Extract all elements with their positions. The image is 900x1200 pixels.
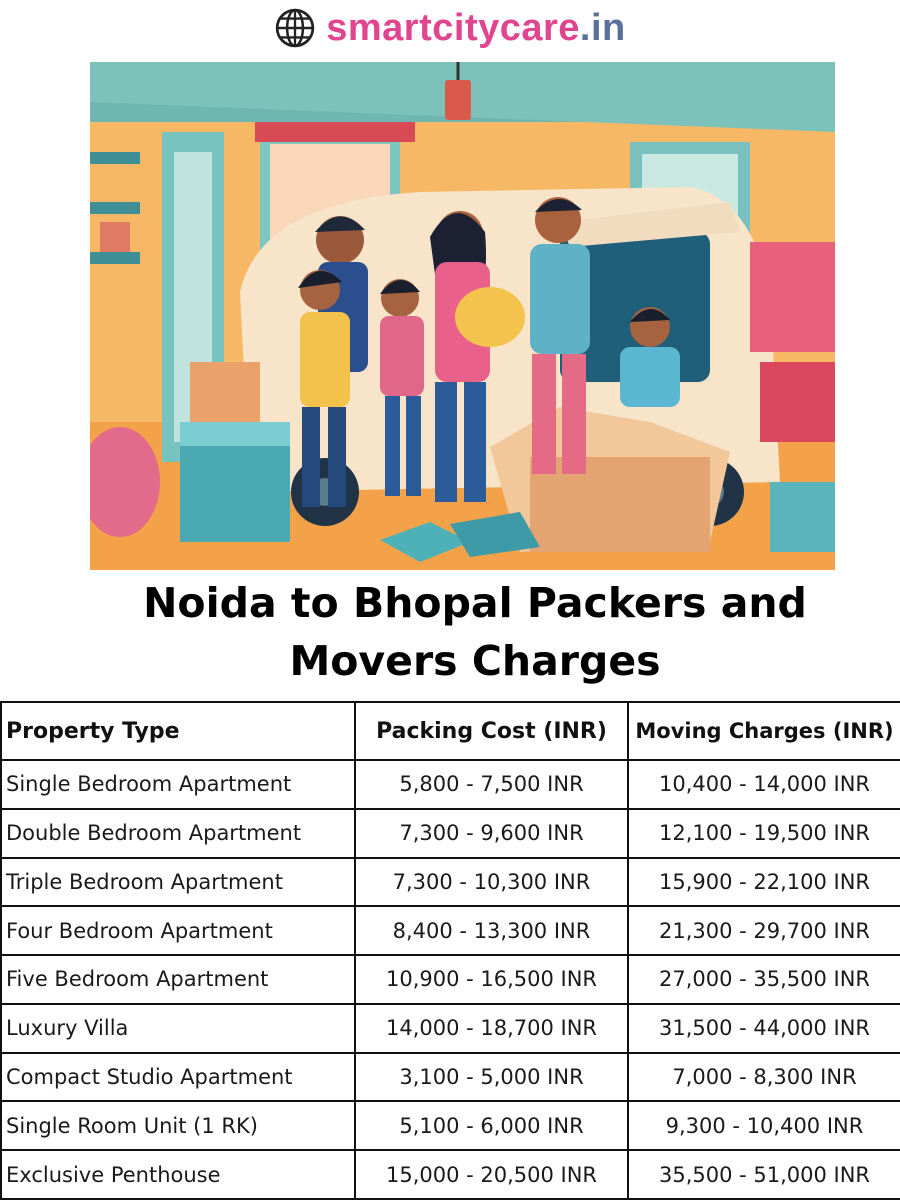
table-row <box>1 1004 900 1053</box>
header-moving-charges: Moving Charges (INR) <box>628 702 900 760</box>
family-moving-illustration <box>90 62 835 570</box>
globe-icon <box>274 7 316 49</box>
packing-cost-cell: 14,000 - 18,700 INR <box>355 1004 628 1053</box>
property-type-cell: Double Bedroom Apartment <box>1 809 355 858</box>
property-type-cell: Single Bedroom Apartment <box>1 760 355 809</box>
page-title-line-2: Movers Charges <box>289 637 661 685</box>
moving-charges-cell: 9,300 - 10,400 INR <box>628 1101 900 1150</box>
brand-tld: .in <box>579 6 626 49</box>
moving-charges-cell: 12,100 - 19,500 INR <box>628 809 900 858</box>
property-type-cell: Five Bedroom Apartment <box>1 955 355 1004</box>
packing-cost-cell: 3,100 - 5,000 INR <box>355 1053 628 1102</box>
packing-cost-cell: 5,800 - 7,500 INR <box>355 760 628 809</box>
table-row <box>1 906 900 955</box>
moving-charges-cell: 10,400 - 14,000 INR <box>628 760 900 809</box>
moving-charges-cell: 31,500 - 44,000 INR <box>628 1004 900 1053</box>
moving-charges-cell: 35,500 - 51,000 INR <box>628 1150 900 1199</box>
packing-cost-cell: 7,300 - 10,300 INR <box>355 858 628 907</box>
table-row <box>1 760 900 809</box>
property-type-cell: Luxury Villa <box>1 1004 355 1053</box>
table-row <box>1 858 900 907</box>
packing-cost-cell: 10,900 - 16,500 INR <box>355 955 628 1004</box>
table-row <box>1 809 900 858</box>
brand-name: smartcitycare <box>326 6 580 49</box>
property-type-cell: Single Room Unit (1 RK) <box>1 1101 355 1150</box>
moving-charges-cell: 7,000 - 8,300 INR <box>628 1053 900 1102</box>
header-property-type: Property Type <box>1 702 355 760</box>
table-header-row <box>1 702 900 760</box>
header-packing-cost: Packing Cost (INR) <box>355 702 628 760</box>
packing-cost-cell: 15,000 - 20,500 INR <box>355 1150 628 1199</box>
moving-charges-cell: 27,000 - 35,500 INR <box>628 955 900 1004</box>
brand-header <box>0 0 900 56</box>
page-title-line-1: Noida to Bhopal Packers and <box>143 579 807 627</box>
table-body <box>1 760 900 1199</box>
moving-charges-cell: 15,900 - 22,100 INR <box>628 858 900 907</box>
property-type-cell: Four Bedroom Apartment <box>1 906 355 955</box>
table-row <box>1 1150 900 1199</box>
table-row <box>1 1053 900 1102</box>
moving-charges-cell: 21,300 - 29,700 INR <box>628 906 900 955</box>
page-title <box>50 574 900 690</box>
packing-cost-cell: 8,400 - 13,300 INR <box>355 906 628 955</box>
hero-illustration <box>90 62 835 570</box>
packing-cost-cell: 7,300 - 9,600 INR <box>355 809 628 858</box>
packing-cost-cell: 5,100 - 6,000 INR <box>355 1101 628 1150</box>
table-row <box>1 1101 900 1150</box>
table-row <box>1 955 900 1004</box>
property-type-cell: Exclusive Penthouse <box>1 1150 355 1199</box>
charges-table <box>0 701 900 1200</box>
brand-logo-text[interactable] <box>326 7 626 50</box>
property-type-cell: Compact Studio Apartment <box>1 1053 355 1102</box>
property-type-cell: Triple Bedroom Apartment <box>1 858 355 907</box>
